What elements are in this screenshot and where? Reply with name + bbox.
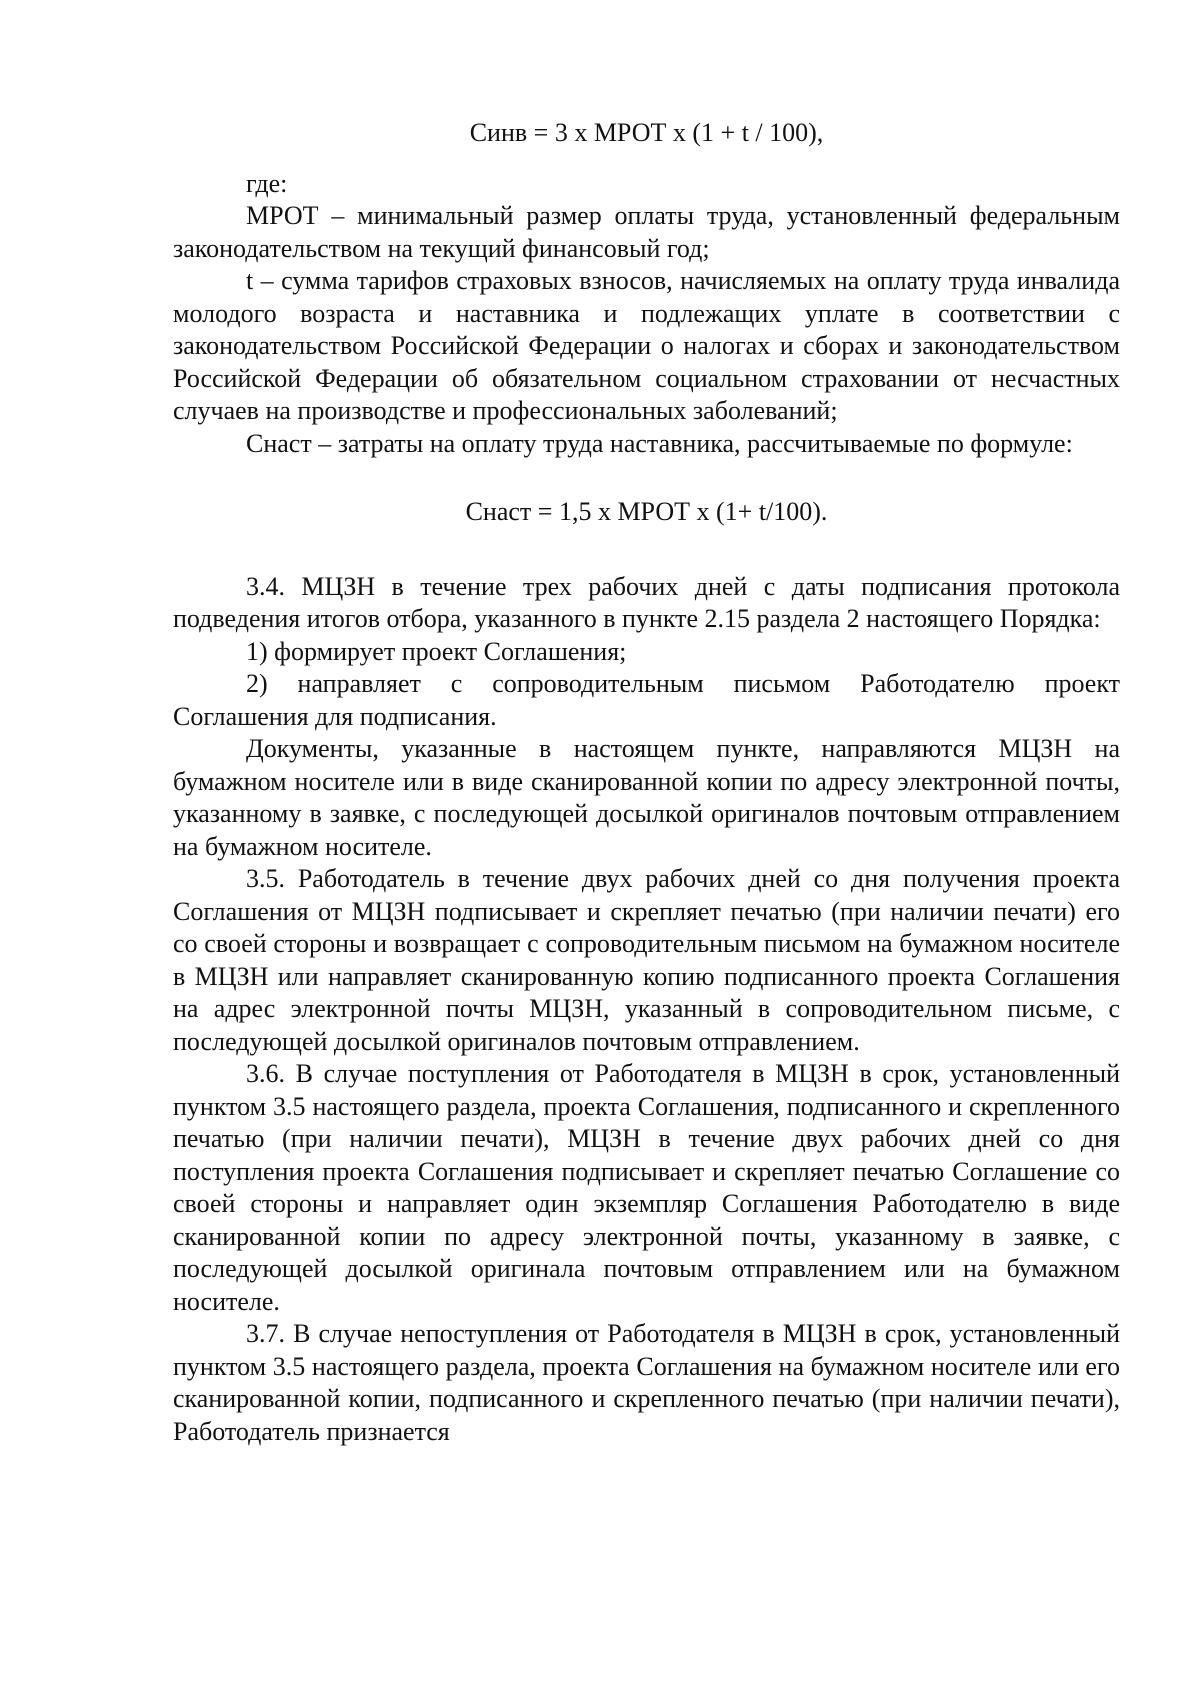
definition-mrot: МРОТ – минимальный размер оплаты труда, установленный федеральным законодательством на текущий финансовый год; bbox=[173, 201, 1120, 263]
paragraph-3-7: 3.7. В случае непоступления от Работодателя в МЦЗН в срок, установленный пунктом 3.5 настоящего раздела, проекта Соглашения на бумажном носителе или его сканированной копии, подписанного и скрепленного печатью (при наличии печати), Работодатель признается bbox=[173, 1319, 1120, 1446]
paragraph-3-5: 3.5. Работодатель в течение двух рабочих дней со дня получения проекта Соглашения от МЦЗН подписывает и скрепляет печатью (при наличии печати) его со своей стороны и возвращает с сопроводительным письмом на бумажном носителе в МЦЗН или направляет сканированную копию подписанного проекта Соглашения на адрес электронной почты МЦЗН, указанный в сопроводительном письме, с последующей досылкой оригиналов почтовым отправлением. bbox=[173, 864, 1120, 1056]
definition-t: t – сумма тарифов страховых взносов, начисляемых на оплату труда инвалида молодого возраста и наставника и подлежащих уплате в соответствии с законодательством Российской Федерации о налогах и сборах и законодательством Российской Федерации об обязательном социальном страховании от несчастных случаев на производстве и профессиональных заболеваний; bbox=[173, 266, 1120, 425]
paragraph-3-4-item-1: 1) формирует проект Соглашения; bbox=[246, 636, 627, 666]
formula-sinv: Синв = 3 x МРОТ x (1 + t / 100), bbox=[469, 118, 824, 147]
document-body bbox=[173, 117, 1120, 1448]
paragraph-3-4: 3.4. МЦЗН в течение трех рабочих дней с даты подписания протокола подведения итогов отбора, указанного в пункте 2.15 раздела 2 настоящего Порядка: bbox=[173, 571, 1120, 633]
paragraph-3-4-item-2: 2) направляет с сопроводительным письмом Работодателю проект Соглашения для подписания. bbox=[173, 669, 1120, 731]
where-label: где: bbox=[246, 168, 288, 198]
paragraph-3-6: 3.6. В случае поступления от Работодателя в МЦЗН в срок, установленный пунктом 3.5 настоящего раздела, проекта Соглашения, подписанного и скрепленного печатью (при наличии печати), МЦЗН в течение двух рабочих дней со дня поступления проекта Соглашения подписывает и скрепляет печатью Соглашение со своей стороны и направляет один экземпляр Соглашения Работодателю в виде сканированной копии по адресу электронной почты, указанному в заявке, с последующей досылкой оригинала почтовым отправлением или на бумажном носителе. bbox=[173, 1059, 1120, 1316]
paragraph-3-4-documents: Документы, указанные в настоящем пункте, направляются МЦЗН на бумажном носителе или в виде сканированной копии по адресу электронной почты, указанному в заявке, с последующей досылкой оригиналов почтовым отправлением на бумажном носителе. bbox=[173, 734, 1120, 861]
definition-snast: Снаст – затраты на оплату труда наставника, рассчитываемые по формуле: bbox=[246, 428, 1073, 458]
formula-snast: Снаст = 1,5 x МРОТ x (1+ t/100). bbox=[465, 497, 828, 526]
